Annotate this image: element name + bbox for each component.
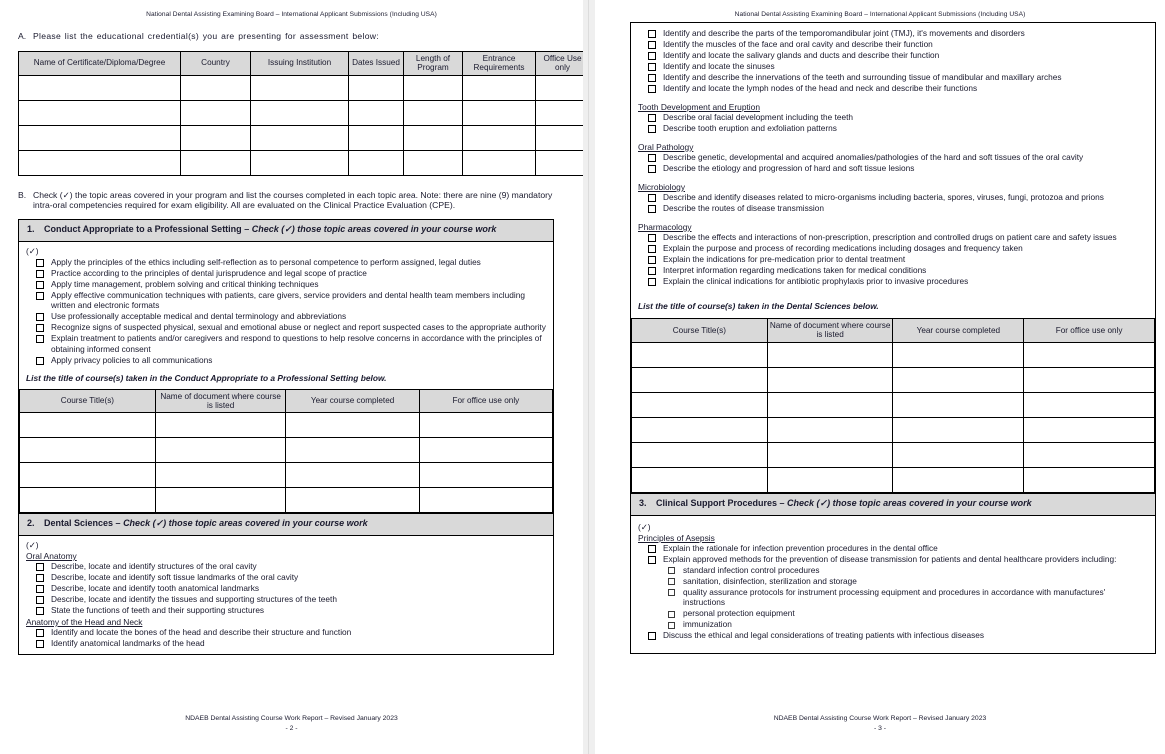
section-1-header	[19, 220, 553, 242]
list-item[interactable]	[637, 619, 1149, 630]
list-item[interactable]	[637, 554, 1149, 565]
section-3-header	[631, 493, 1155, 516]
cell-document-name[interactable]	[767, 417, 893, 442]
cell-certificate-name[interactable]	[19, 75, 181, 100]
cell-country[interactable]	[181, 75, 251, 100]
section-2-course-table	[631, 318, 1155, 493]
group-label-tooth-development: Tooth Development and Eruption	[638, 102, 760, 112]
list-item-label: Apply time management, problem solving and critical thinking techniques	[51, 278, 319, 289]
list-item[interactable]	[637, 243, 1149, 254]
list-item[interactable]	[637, 72, 1149, 83]
checkbox-icon[interactable]	[36, 629, 44, 637]
page-header-left: National Dental Assisting Examining Board – International Applicant Submissions (Including USA)	[146, 11, 437, 18]
list-item-label: Explain approved methods for the prevention of disease transmission for patients and dental healthcare providers including:	[663, 553, 1117, 564]
list-item[interactable]	[637, 630, 1149, 641]
section-1-course-table	[19, 389, 553, 514]
list-item-label: Identify the muscles of the face and oral cavity and describe their function	[663, 39, 933, 49]
list-item-label: Recognize signs of suspected physical, sexual and emotional abuse or neglect and report suspected cases to the appropriate authority	[51, 322, 546, 333]
cell-course-title[interactable]	[632, 342, 768, 367]
cell-country[interactable]	[181, 125, 251, 150]
list-item[interactable]	[25, 290, 547, 311]
section-2-title: Dental Sciences	[44, 518, 114, 529]
table-row[interactable]	[19, 100, 590, 125]
table-row[interactable]	[19, 125, 590, 150]
section-3-instruction: Check (✓) those topic areas covered in your course work	[787, 497, 1032, 508]
col-office-use: For office use only	[419, 389, 552, 413]
list-item-label: Describe genetic, developmental and acquired anomalies/pathologies of the hard and soft tissues of the oral cavity	[663, 152, 1084, 162]
checkbox-icon[interactable]	[648, 74, 656, 82]
list-item[interactable]	[25, 257, 547, 268]
list-item-label: Interpret information regarding medications taken for medical conditions	[663, 265, 927, 275]
checkbox-icon[interactable]	[648, 154, 656, 162]
list-item[interactable]	[637, 83, 1149, 94]
cell-certificate-name[interactable]	[19, 150, 181, 175]
col-document-name: Name of document where course is listed	[767, 319, 893, 343]
checkbox-icon[interactable]	[648, 165, 656, 173]
cell-office-use[interactable]	[536, 125, 590, 150]
cell-year-completed[interactable]	[893, 392, 1024, 417]
col-dates-issued: Dates Issued	[349, 51, 404, 75]
section-2-list-title: List the title of course(s) taken in the Dental Sciences below.	[638, 301, 879, 311]
list-item[interactable]	[637, 28, 1149, 39]
cell-document-name[interactable]	[767, 442, 893, 467]
section-3-final-list	[637, 630, 1149, 641]
page-gutter	[583, 0, 595, 754]
footer-text: NDAEB Dental Assisting Course Work Report – Revised January 2023	[773, 715, 987, 722]
checkbox-icon[interactable]	[36, 585, 44, 593]
list-item[interactable]	[25, 605, 547, 616]
checkbox-legend: (✓)	[26, 540, 39, 551]
cell-document-name[interactable]	[155, 438, 286, 463]
list-item-label: Explain treatment to patients and/or caregivers and respond to questions to help resolve concerns in accordance with the principles of obtaining informed consent	[51, 333, 542, 354]
cell-document-name[interactable]	[155, 413, 286, 438]
group-label-oral-pathology: Oral Pathology	[638, 142, 694, 152]
cell-document-name[interactable]	[767, 392, 893, 417]
section-1-list-title: List the title of course(s) taken in the Conduct Appropriate to a Professional Setting below.	[26, 372, 387, 383]
list-item-label: Describe, locate and identify structures of the oral cavity	[51, 561, 257, 572]
list-item-label: Describe and identify diseases related to micro-organisms including bacteria, spores, viruses, fungi, protozoa and prions	[663, 192, 1104, 202]
table-row[interactable]	[20, 413, 553, 438]
checkbox-icon[interactable]	[36, 281, 44, 289]
checkbox-icon[interactable]	[36, 357, 44, 365]
cell-document-name[interactable]	[155, 488, 286, 513]
course-table-header-row	[632, 319, 1155, 343]
cell-office-use[interactable]	[1024, 442, 1155, 467]
group-microbiology-list	[637, 192, 1149, 214]
list-item-label: Apply effective communication techniques with patients, care givers, service providers and dental health team members including written and electronic formats	[51, 289, 525, 311]
list-item-label: Identify and locate the bones of the head and describe their structure and function	[51, 626, 352, 637]
checkbox-icon[interactable]	[668, 611, 675, 618]
cell-document-name[interactable]	[767, 367, 893, 392]
table-row[interactable]	[19, 75, 590, 100]
checkbox-icon[interactable]	[648, 41, 656, 49]
checkbox-icon[interactable]	[36, 270, 44, 278]
list-item[interactable]	[637, 112, 1149, 123]
list-item[interactable]	[25, 279, 547, 290]
checkbox-legend: (✓)	[26, 245, 39, 256]
course-table-header-row	[20, 389, 553, 413]
checkbox-legend: (✓)	[638, 521, 651, 532]
cell-dates-issued[interactable]	[349, 100, 404, 125]
cell-course-title[interactable]	[20, 463, 156, 488]
section-1-instruction: Check (✓) those topic areas covered in your course work	[251, 224, 497, 235]
list-item[interactable]	[25, 268, 547, 279]
list-item[interactable]	[25, 572, 547, 583]
list-item-label: standard infection control procedures	[683, 564, 820, 575]
checkbox-icon[interactable]	[668, 589, 675, 596]
cell-course-title[interactable]	[632, 367, 768, 392]
col-certificate-name: Name of Certificate/Diploma/Degree	[19, 51, 181, 75]
page-number: - 2 -	[285, 725, 298, 733]
checkbox-icon[interactable]	[36, 607, 44, 615]
spacer	[637, 174, 1149, 181]
list-item-label: Identify and locate the sinuses	[663, 61, 775, 71]
checkbox-icon[interactable]	[36, 292, 44, 300]
checkbox-icon[interactable]	[648, 632, 656, 640]
list-item[interactable]	[637, 192, 1149, 203]
list-item-label: Explain the rationale for infection prevention procedures in the dental office	[663, 542, 938, 553]
list-item-label: sanitation, disinfection, sterilization and storage	[683, 575, 857, 586]
list-item[interactable]	[637, 587, 1149, 608]
cell-office-use[interactable]	[419, 463, 552, 488]
cell-office-use[interactable]	[1024, 342, 1155, 367]
list-item[interactable]	[637, 254, 1149, 265]
list-item[interactable]	[637, 61, 1149, 72]
section-2-header	[19, 514, 553, 536]
section-2-instruction: Check (✓) those topic areas covered in your course work	[123, 518, 368, 529]
checkbox-icon[interactable]	[648, 267, 656, 275]
cell-year-completed[interactable]	[893, 342, 1024, 367]
checkbox-icon[interactable]	[648, 30, 656, 38]
cell-year-completed[interactable]	[893, 367, 1024, 392]
cell-year-completed[interactable]	[893, 442, 1024, 467]
section-2-continued-block	[630, 22, 1156, 654]
list-item-label: Explain the clinical indications for antibiotic prophylaxis prior to invasive procedures	[663, 276, 969, 286]
credential-table	[18, 51, 590, 176]
checkbox-icon[interactable]	[36, 574, 44, 582]
checkbox-icon[interactable]	[36, 259, 44, 267]
spacer	[637, 287, 1149, 294]
list-item[interactable]	[25, 333, 547, 354]
list-item[interactable]	[637, 565, 1149, 576]
col-course-titles: Course Title(s)	[20, 389, 156, 413]
list-item[interactable]	[637, 576, 1149, 587]
table-row[interactable]	[20, 488, 553, 513]
cell-course-title[interactable]	[20, 438, 156, 463]
checkbox-icon[interactable]	[648, 63, 656, 71]
list-item-label: Describe oral facial development including the teeth	[663, 112, 854, 122]
cell-certificate-name[interactable]	[19, 125, 181, 150]
section-1-body	[19, 242, 553, 390]
list-item-label: Identify and describe the parts of the temporomandibular joint (TMJ), it's movements and disorders	[663, 28, 1025, 38]
cell-year-completed[interactable]	[286, 438, 419, 463]
cell-document-name[interactable]	[767, 342, 893, 367]
list-item-label: Describe, locate and identify soft tissue landmarks of the oral cavity	[51, 572, 299, 583]
cell-course-title[interactable]	[632, 467, 768, 492]
checkbox-icon[interactable]	[648, 194, 656, 202]
checkbox-icon[interactable]	[648, 114, 656, 122]
checkbox-icon[interactable]	[36, 640, 44, 648]
checkbox-icon[interactable]	[668, 578, 675, 585]
cell-issuing-institution[interactable]	[251, 75, 349, 100]
list-item-label: Describe the etiology and progression of hard and soft tissue lesions	[663, 163, 915, 173]
section-b	[18, 190, 554, 211]
section-a-prompt-row	[18, 31, 554, 42]
cell-office-use[interactable]	[1024, 367, 1155, 392]
section-b-prompt: Check (✓) the topic areas covered in your program and list the courses completed in each topic area. Note: there are nine (9) mandatory intra-oral competencies required for exam eligibility. All are evaluated on the Clinical Practice Evaluation (CPE).	[33, 189, 553, 211]
col-year-completed: Year course completed	[286, 389, 419, 413]
cell-office-use[interactable]	[536, 150, 590, 175]
cell-issuing-institution[interactable]	[251, 150, 349, 175]
list-item[interactable]	[25, 355, 547, 366]
list-item-label: Describe, locate and identify tooth anatomical landmarks	[51, 583, 259, 594]
section-2-body-left	[19, 536, 553, 654]
footer-text: NDAEB Dental Assisting Course Work Report – Revised January 2023	[185, 715, 398, 722]
table-row[interactable]	[632, 392, 1155, 417]
checkbox-icon[interactable]	[648, 205, 656, 213]
list-item-label: Use professionally acceptable medical and dental terminology and abbreviations	[51, 311, 347, 322]
group-label-pharmacology: Pharmacology	[638, 222, 692, 232]
list-item[interactable]	[637, 50, 1149, 61]
list-item[interactable]	[25, 322, 547, 333]
list-item-label: Describe the routes of disease transmission	[663, 203, 824, 213]
cell-course-title[interactable]	[632, 442, 768, 467]
list-item-label: Discuss the ethical and legal considerations of treating patients with infectious diseases	[663, 630, 984, 641]
cell-office-use[interactable]	[419, 488, 552, 513]
list-item-label: personal protection equipment	[683, 608, 795, 619]
checkbox-icon[interactable]	[648, 256, 656, 264]
section-1-dash: –	[241, 224, 252, 235]
col-document-name: Name of document where course is listed	[155, 389, 286, 413]
cell-issuing-institution[interactable]	[251, 100, 349, 125]
checkbox-icon[interactable]	[36, 596, 44, 604]
cell-document-name[interactable]	[767, 467, 893, 492]
section-3-number: 3.	[639, 497, 647, 508]
section-1-checklist	[25, 257, 547, 366]
section-3-body	[631, 516, 1155, 654]
cell-length-of-program[interactable]	[404, 150, 463, 175]
list-item[interactable]	[637, 543, 1149, 554]
section-b-letter: B.	[18, 189, 27, 200]
page-header-right: National Dental Assisting Examining Board – International Applicant Submissions (Including USA)	[734, 11, 1026, 18]
cell-course-title[interactable]	[632, 392, 768, 417]
section-1-title: Conduct Appropriate to a Professional Setting	[44, 224, 242, 235]
list-item[interactable]	[637, 608, 1149, 619]
list-item-label: Describe, locate and identify the tissues and supporting structures of the teeth	[51, 594, 337, 605]
section-1-block	[18, 219, 554, 514]
list-item-label: Practice according to the principles of dental jurisprudence and legal scope of practice	[51, 267, 367, 278]
section-2-number: 2.	[27, 518, 35, 529]
list-item-label: Describe the effects and interactions of non-prescription, prescription and controlled drugs on patient care and safety issues	[663, 232, 1117, 242]
col-office-use-only: Office Use only	[536, 51, 590, 75]
cell-entrance-requirements[interactable]	[463, 150, 536, 175]
page-right	[595, 0, 1165, 754]
cell-dates-issued[interactable]	[349, 75, 404, 100]
checkbox-icon[interactable]	[668, 622, 675, 629]
table-row[interactable]	[20, 463, 553, 488]
cell-course-title[interactable]	[632, 417, 768, 442]
section-1-number: 1.	[27, 224, 35, 235]
cell-issuing-institution[interactable]	[251, 125, 349, 150]
list-item[interactable]	[637, 163, 1149, 174]
section-a-letter: A.	[18, 31, 27, 41]
list-item[interactable]	[25, 311, 547, 322]
group-label-microbiology: Microbiology	[638, 182, 686, 192]
group-oral-anatomy-list	[25, 561, 547, 616]
col-country: Country	[181, 51, 251, 75]
cell-office-use[interactable]	[1024, 417, 1155, 442]
list-item[interactable]	[637, 232, 1149, 243]
cell-entrance-requirements[interactable]	[463, 100, 536, 125]
list-item-label: Identify and locate the salivary glands and ducts and describe their function	[663, 50, 940, 60]
group-label-principles-of-asepsis: Principles of Asepsis	[638, 532, 715, 543]
section-3-sublist	[637, 565, 1149, 630]
table-row[interactable]	[20, 438, 553, 463]
cell-year-completed[interactable]	[286, 413, 419, 438]
cell-office-use[interactable]	[536, 100, 590, 125]
spacer	[637, 214, 1149, 221]
cell-year-completed[interactable]	[286, 488, 419, 513]
col-course-titles: Course Title(s)	[632, 319, 768, 343]
cell-length-of-program[interactable]	[404, 100, 463, 125]
section-3-checklist	[637, 543, 1149, 565]
spacer	[637, 134, 1149, 141]
group-tooth-development-list	[637, 112, 1149, 134]
cell-year-completed[interactable]	[893, 417, 1024, 442]
col-issuing-institution: Issuing Institution	[251, 51, 349, 75]
list-item-label: Apply privacy policies to all communications	[51, 354, 213, 365]
section-3-dash: –	[777, 497, 788, 508]
list-item[interactable]	[637, 265, 1149, 276]
checkbox-icon[interactable]	[648, 125, 656, 133]
table-row[interactable]	[632, 467, 1155, 492]
cell-year-completed[interactable]	[893, 467, 1024, 492]
group-label-oral-anatomy: Oral Anatomy	[26, 551, 77, 562]
group-label-head-and-neck: Anatomy of the Head and Neck	[26, 616, 143, 627]
col-year-completed: Year course completed	[893, 319, 1024, 343]
spacer	[637, 94, 1149, 101]
checkbox-icon[interactable]	[36, 563, 44, 571]
cell-year-completed[interactable]	[286, 463, 419, 488]
section-3-block	[631, 493, 1155, 653]
checkbox-icon[interactable]	[648, 234, 656, 242]
cell-country[interactable]	[181, 100, 251, 125]
list-item[interactable]	[25, 561, 547, 572]
section-2-dash: –	[113, 518, 124, 529]
list-item[interactable]	[637, 276, 1149, 287]
cell-country[interactable]	[181, 150, 251, 175]
list-item-label: Apply the principles of the ethics including self-reflection as to personal competence to perform assigned, legal duties	[51, 256, 481, 267]
cell-course-title[interactable]	[20, 488, 156, 513]
checkbox-icon[interactable]	[648, 545, 656, 553]
checkbox-icon[interactable]	[648, 556, 656, 564]
list-item[interactable]	[25, 638, 547, 649]
table-row[interactable]	[19, 150, 590, 175]
checkbox-icon[interactable]	[648, 278, 656, 286]
list-item-label: quality assurance protocols for instrument processing equipment and procedures in accordance with manufactures' instructions	[683, 586, 1106, 608]
cell-office-use[interactable]	[1024, 467, 1155, 492]
checkbox-icon[interactable]	[648, 245, 656, 253]
page-number: - 3 -	[873, 725, 887, 733]
group-pharmacology-list	[637, 232, 1149, 287]
cell-dates-issued[interactable]	[349, 150, 404, 175]
cell-length-of-program[interactable]	[404, 75, 463, 100]
list-item[interactable]	[637, 123, 1149, 134]
checkbox-icon[interactable]	[36, 313, 44, 321]
section-a	[18, 31, 582, 176]
section-2-body-right	[631, 23, 1155, 319]
page-footer-left	[0, 714, 583, 735]
cell-office-use[interactable]	[1024, 392, 1155, 417]
checkbox-icon[interactable]	[648, 52, 656, 60]
section-2-continued-list	[637, 28, 1149, 94]
page-seam	[588, 0, 589, 754]
list-item[interactable]	[637, 152, 1149, 163]
cell-document-name[interactable]	[155, 463, 286, 488]
checkbox-icon[interactable]	[648, 85, 656, 93]
list-item[interactable]	[25, 594, 547, 605]
list-item-label: Describe tooth eruption and exfoliation patterns	[663, 123, 837, 133]
list-item-label: immunization	[683, 619, 732, 630]
group-oral-pathology-list	[637, 152, 1149, 174]
credential-table-header-row	[19, 51, 590, 75]
cell-office-use[interactable]	[536, 75, 590, 100]
section-2-block	[18, 513, 554, 654]
col-length-of-program: Length of Program	[404, 51, 463, 75]
cell-length-of-program[interactable]	[404, 125, 463, 150]
cell-entrance-requirements[interactable]	[463, 75, 536, 100]
col-entrance-requirements: Entrance Requirements	[463, 51, 536, 75]
table-row[interactable]	[632, 342, 1155, 367]
section-b-prompt-row	[18, 190, 554, 211]
section-3-title: Clinical Support Procedures	[656, 497, 778, 508]
table-row[interactable]	[632, 367, 1155, 392]
list-item[interactable]	[637, 203, 1149, 214]
list-item[interactable]	[637, 39, 1149, 50]
checkbox-icon[interactable]	[668, 567, 675, 574]
list-item-label: State the functions of teeth and their supporting structures	[51, 605, 265, 616]
list-item-label: Explain the indications for pre-medication prior to dental treatment	[663, 254, 906, 264]
list-item-label: Identify and locate the lymph nodes of the head and neck and describe their functions	[663, 83, 978, 93]
cell-course-title[interactable]	[20, 413, 156, 438]
page-footer-right	[595, 714, 1165, 735]
cell-dates-issued[interactable]	[349, 125, 404, 150]
col-office-use: For office use only	[1024, 319, 1155, 343]
cell-office-use[interactable]	[419, 413, 552, 438]
cell-office-use[interactable]	[419, 438, 552, 463]
cell-certificate-name[interactable]	[19, 100, 181, 125]
table-row[interactable]	[632, 417, 1155, 442]
checkbox-icon[interactable]	[36, 335, 44, 343]
table-row[interactable]	[632, 442, 1155, 467]
list-item-label: Explain the purpose and process of recording medications including dosages and frequency taken	[663, 243, 1023, 253]
list-item-label: Identify and describe the innervations of the teeth and surrounding tissue of mandibular and maxillary arches	[663, 72, 1062, 82]
checkbox-icon[interactable]	[36, 324, 44, 332]
list-item[interactable]	[25, 583, 547, 594]
section-a-prompt: Please list the educational credential(s) you are presenting for assessment below:	[33, 31, 379, 41]
list-item[interactable]	[25, 627, 547, 638]
cell-entrance-requirements[interactable]	[463, 125, 536, 150]
list-item-label: Identify anatomical landmarks of the head	[51, 637, 205, 648]
group-head-and-neck-list	[25, 627, 547, 649]
